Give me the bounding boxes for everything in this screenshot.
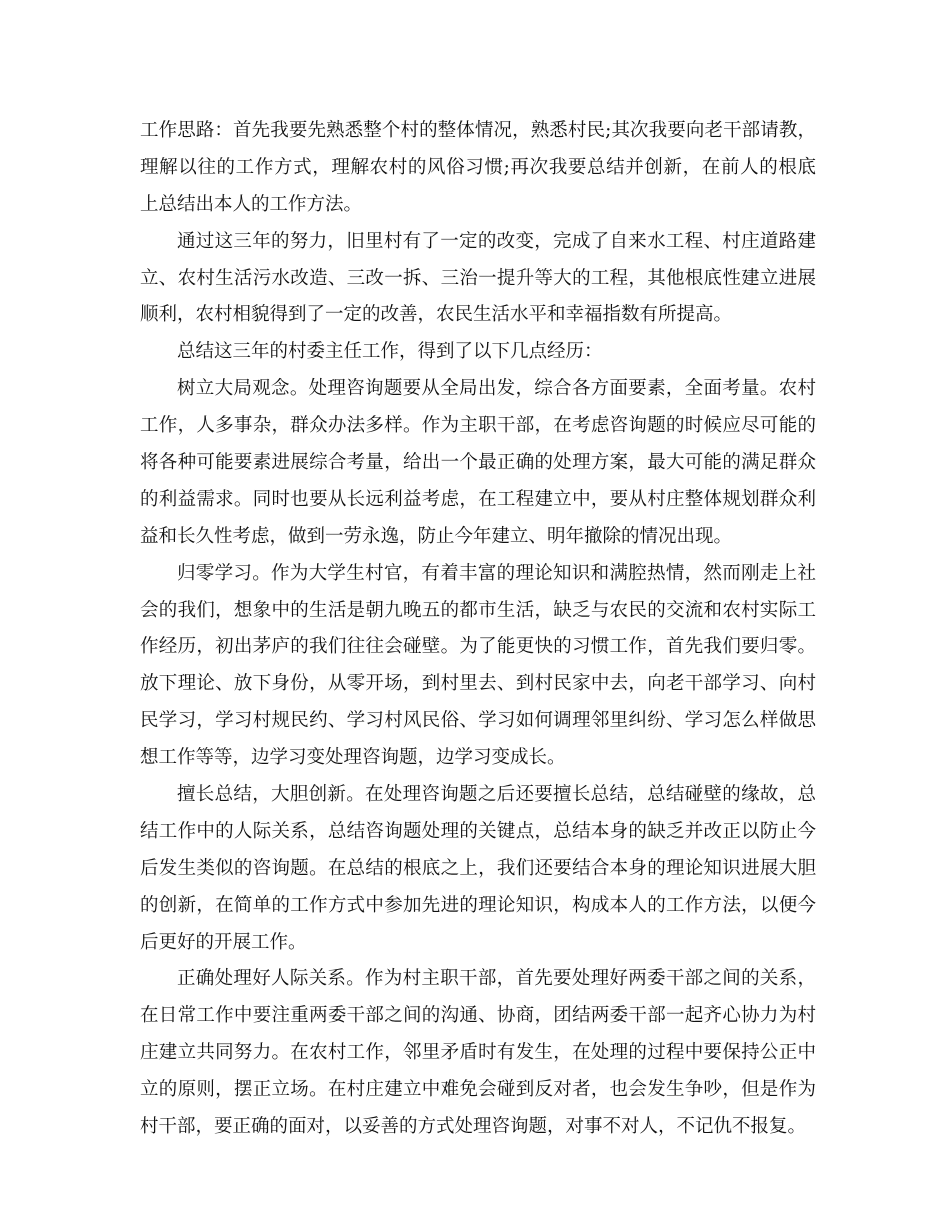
text-line: 归零学习。作为大学生村官，有着丰富的理论知识和满腔热情，然而刚走上社 — [177, 562, 816, 584]
text-line: 工作思路：首先我要先熟悉整个村的整体情况，熟悉村民;其次我要向老干部请教， — [140, 120, 816, 141]
text-line: 在日常工作中要注重两委干部之间的沟通、协商，团结两委干部一起齐心协力为村 — [140, 1005, 816, 1027]
text-line: 正确处理好人际关系。作为村主职干部，首先要处理好两委干部之间的关系， — [177, 968, 816, 990]
text-line: 后发生类似的咨询题。在总结的根底之上，我们还要结合本身的理论知识进展大胆 — [140, 857, 816, 879]
text-line: 顺利，农村相貌得到了一定的改善，农民生活水平和幸福指数有所提高。 — [140, 304, 733, 326]
document-page — [140, 113, 816, 1146]
paragraph-p6 — [140, 777, 816, 961]
text-line: 的利益需求。同时也要从长远利益考虑，在工程建立中，要从村庄整体规划群众利 — [140, 488, 816, 510]
paragraph-p5 — [140, 556, 816, 777]
text-line: 的创新，在简单的工作方式中参加先进的理论知识，构成本人的工作方法，以便今 — [140, 894, 816, 916]
paragraph-p3 — [140, 334, 816, 371]
text-line: 将各种可能要素进展综合考量，给出一个最正确的处理方案，最大可能的满足群众 — [140, 452, 816, 474]
text-line: 理解以往的工作方式，理解农村的风俗习惯;再次我要总结并创新，在前人的根底 — [140, 156, 816, 178]
text-line: 通过这三年的努力，旧里村有了一定的改变，完成了自来水工程、村庄道路建 — [177, 230, 816, 252]
text-line: 会的我们，想象中的生活是朝九晚五的都市生活，缺乏与农民的交流和农村实际工 — [140, 599, 816, 621]
text-line: 庄建立共同努力。在农村工作，邻里矛盾时有发生，在处理的过程中要保持公正中 — [140, 1042, 816, 1064]
text-line: 工作，人多事杂，群众办法多样。作为主职干部，在考虑咨询题的时候应尽可能的 — [140, 415, 816, 437]
paragraph-p7 — [140, 961, 816, 1145]
text-line: 上总结出本人的工作方法。 — [140, 193, 363, 215]
text-line: 想工作等等，边学习变处理咨询题，边学习变成长。 — [140, 747, 566, 769]
paragraph-p1 — [140, 113, 816, 224]
text-line: 树立大局观念。处理咨询题要从全局出发，综合各方面要素，全面考量。农村 — [177, 378, 816, 400]
text-line: 作经历，初出茅庐的我们往往会碰壁。为了能更快的习惯工作，首先我们要归零。 — [140, 636, 816, 658]
text-line: 民学习，学习村规民约、学习村风民俗、学习如何调理邻里纠纷、学习怎么样做思 — [140, 710, 816, 732]
text-line: 立、农村生活污水改造、三改一拆、三治一提升等大的工程，其他根底性建立进展 — [140, 267, 816, 289]
text-line: 结工作中的人际关系，总结咨询题处理的关键点，总结本身的缺乏并改正以防止今 — [140, 820, 816, 842]
paragraph-p2 — [140, 224, 816, 335]
text-line: 后更好的开展工作。 — [140, 931, 307, 953]
text-line: 擅长总结，大胆创新。在处理咨询题之后还要擅长总结，总结碰壁的缘故，总 — [177, 784, 816, 806]
text-line: 村干部，要正确的面对，以妥善的方式处理咨询题，对事不对人，不记仇不报复。 — [140, 1116, 807, 1138]
text-line: 益和长久性考虑，做到一劳永逸，防止今年建立、明年撤除的情况出现。 — [140, 525, 733, 547]
text-line: 立的原则，摆正立场。在村庄建立中难免会碰到反对者，也会发生争吵，但是作为 — [140, 1079, 816, 1101]
paragraph-p4 — [140, 371, 816, 555]
text-line: 总结这三年的村委主任工作，得到了以下几点经历： — [177, 341, 603, 363]
text-line: 放下理论、放下身份，从零开场，到村里去、到村民家中去，向老干部学习、向村 — [140, 673, 816, 695]
